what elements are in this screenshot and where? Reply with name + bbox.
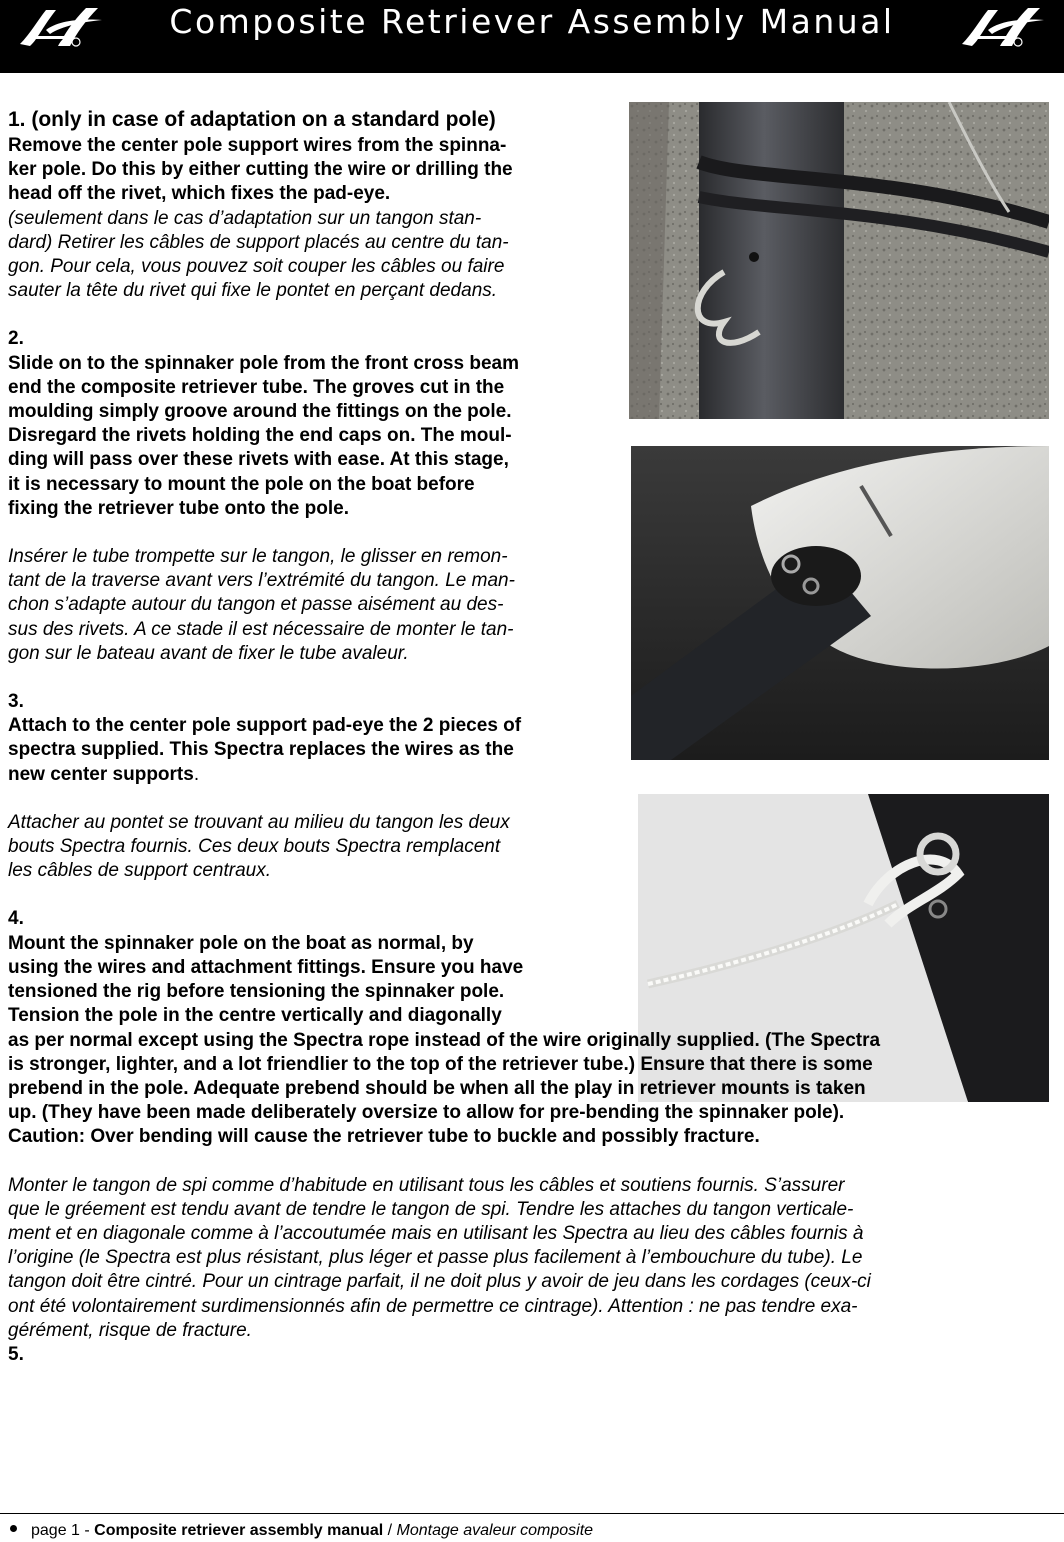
page-number: page 1 - <box>31 1522 95 1539</box>
step-4-en-line: as per normal except using the Spectra rope instead of the wire originally supplied. (The Spectra <box>8 1029 881 1051</box>
step-2-en-line: Slide on to the spinnaker pole from the front cross beam <box>8 352 519 374</box>
step-1-heading: 1. (only in case of adaptation on a standard pole) <box>8 108 496 131</box>
step-2-en-line: ding will pass over these rivets with ease. At this stage, <box>8 449 509 471</box>
step-4-fr-line: que le gréement est tendu avant de tendre le tangon de spi. Tendre les attaches du tangon verticale- <box>8 1198 854 1220</box>
step-2-en-line: it is necessary to mount the pole on the boat before <box>8 473 475 495</box>
page-footer <box>10 1521 593 1541</box>
step-2-en-line: moulding simply groove around the fittings on the pole. <box>8 401 512 423</box>
step-3-number: 3. <box>8 691 24 713</box>
step-2-fr-line: gon sur le bateau avant de fixer le tube avaleur. <box>8 642 409 664</box>
step-2-fr-line: chon s’adapte autour du tangon et passe aisément au des- <box>8 594 504 616</box>
step-3-en-period: . <box>193 763 200 785</box>
step-4-en-line: tensioned the rig before tensioning the spinnaker pole. <box>8 981 505 1003</box>
step-2-en-line: Disregard the rivets holding the end caps on. The moul- <box>8 425 512 447</box>
step-4-en-line: prebend in the pole. Adequate prebend should be when all the play in retriever mounts is taken <box>8 1077 866 1099</box>
step-1-fr-line: dard) Retirer les câbles de support placés au centre du tan- <box>8 231 509 253</box>
step-4-fr-line: ment et en diagonale comme à l’accoutumée mais en utilisant les Spectra au lieu des câbles fournis à <box>8 1222 864 1244</box>
footer-title-en: Composite retriever assembly manual <box>94 1522 384 1539</box>
step-2-number: 2. <box>8 328 24 350</box>
step-4-en-line: is stronger, lighter, and a lot friendlier to the top of the retriever tube.) Ensure that there is some <box>8 1053 873 1075</box>
page-header <box>0 0 1064 73</box>
step-3-fr-line: les câbles de support centraux. <box>8 860 271 882</box>
step-1-en-line: ker pole. Do this by either cutting the wire or drilling the <box>8 159 513 181</box>
step-4-en-line: Mount the spinnaker pole on the boat as normal, by <box>8 932 474 954</box>
step-1-en-line: head off the rivet, which fixes the pad-eye. <box>8 183 391 205</box>
step-4-en-line: up. (They have been made deliberately oversize to allow for pre-bending the spinnaker pole). <box>8 1102 845 1124</box>
step-3-fr-line: bouts Spectra fournis. Ces deux bouts Spectra remplacent <box>8 836 501 858</box>
footer-divider <box>0 1513 1064 1514</box>
step-2-fr-line: sus des rivets. A ce stade il est nécessaire de monter le tan- <box>8 618 514 640</box>
step-3-en-line: spectra supplied. This Spectra replaces the wires as the <box>8 739 514 761</box>
step-1-en-line: Remove the center pole support wires from the spinna- <box>8 135 507 156</box>
step-2-en-line: end the composite retriever tube. The groves cut in the <box>8 376 505 398</box>
instructions-body <box>8 106 1060 1367</box>
step-2-en-line: fixing the retriever tube onto the pole. <box>8 497 349 519</box>
step-4-en-line: Tension the pole in the centre vertically and diagonally <box>8 1005 502 1027</box>
step-3-en-line: Attach to the center pole support pad-eye the 2 pieces of <box>8 715 522 737</box>
footer-title-fr: Montage avaleur composite <box>396 1522 594 1539</box>
bullet-icon <box>10 1525 17 1532</box>
step-2-fr-line: tant de la traverse avant vers l’extrémité du tangon. Le man- <box>8 570 515 592</box>
step-1-fr-line: gon. Pour cela, vous pouvez soit couper les câbles ou faire <box>8 256 505 278</box>
step-3-en-line-last <box>8 763 1060 787</box>
footer-separator: / <box>383 1522 397 1539</box>
step-4-fr-line: ont été volontairement surdimensionnés afin de permettre ce cintrage). Attention : ne pas tendre exa- <box>8 1295 858 1317</box>
step-3-en-text: new center supports <box>8 763 194 785</box>
step-4-fr-line: l’origine (le Spectra est plus résistant, plus léger et passe plus facilement à l’embouchure du tube). Le <box>8 1247 863 1269</box>
step-4-number: 4. <box>8 908 24 930</box>
hobie-cat-logo-icon <box>958 4 1048 50</box>
step-2-fr-line: Insérer le tube trompette sur le tangon, le glisser en remon- <box>8 546 508 568</box>
step-4-fr-line: Monter le tangon de spi comme d’habitude en utilisant tous les câbles et soutiens fournis. S’assurer <box>8 1174 845 1196</box>
step-1-fr-line: sauter la tête du rivet qui fixe le pontet en perçant dedans. <box>8 280 498 302</box>
step-4-fr-line: gérément, risque de fracture. <box>8 1319 252 1341</box>
step-4-en-line: using the wires and attachment fittings. Ensure you have <box>8 956 524 978</box>
step-4-en-line: Caution: Over bending will cause the retriever tube to buckle and possibly fracture. <box>8 1126 760 1148</box>
step-3-fr-line: Attacher au pontet se trouvant au milieu du tangon les deux <box>8 811 510 833</box>
step-5-number: 5. <box>8 1343 24 1365</box>
step-4-fr-line: tangon doit être cintré. Pour un cintrage parfait, il ne doit plus y avoir de jeu dans les cordages (ceux-ci <box>8 1271 871 1293</box>
step-1-fr-line: (seulement dans le cas d’adaptation sur un tangon stan- <box>8 207 482 229</box>
document-title: Composite Retriever Assembly Manual <box>169 2 895 41</box>
